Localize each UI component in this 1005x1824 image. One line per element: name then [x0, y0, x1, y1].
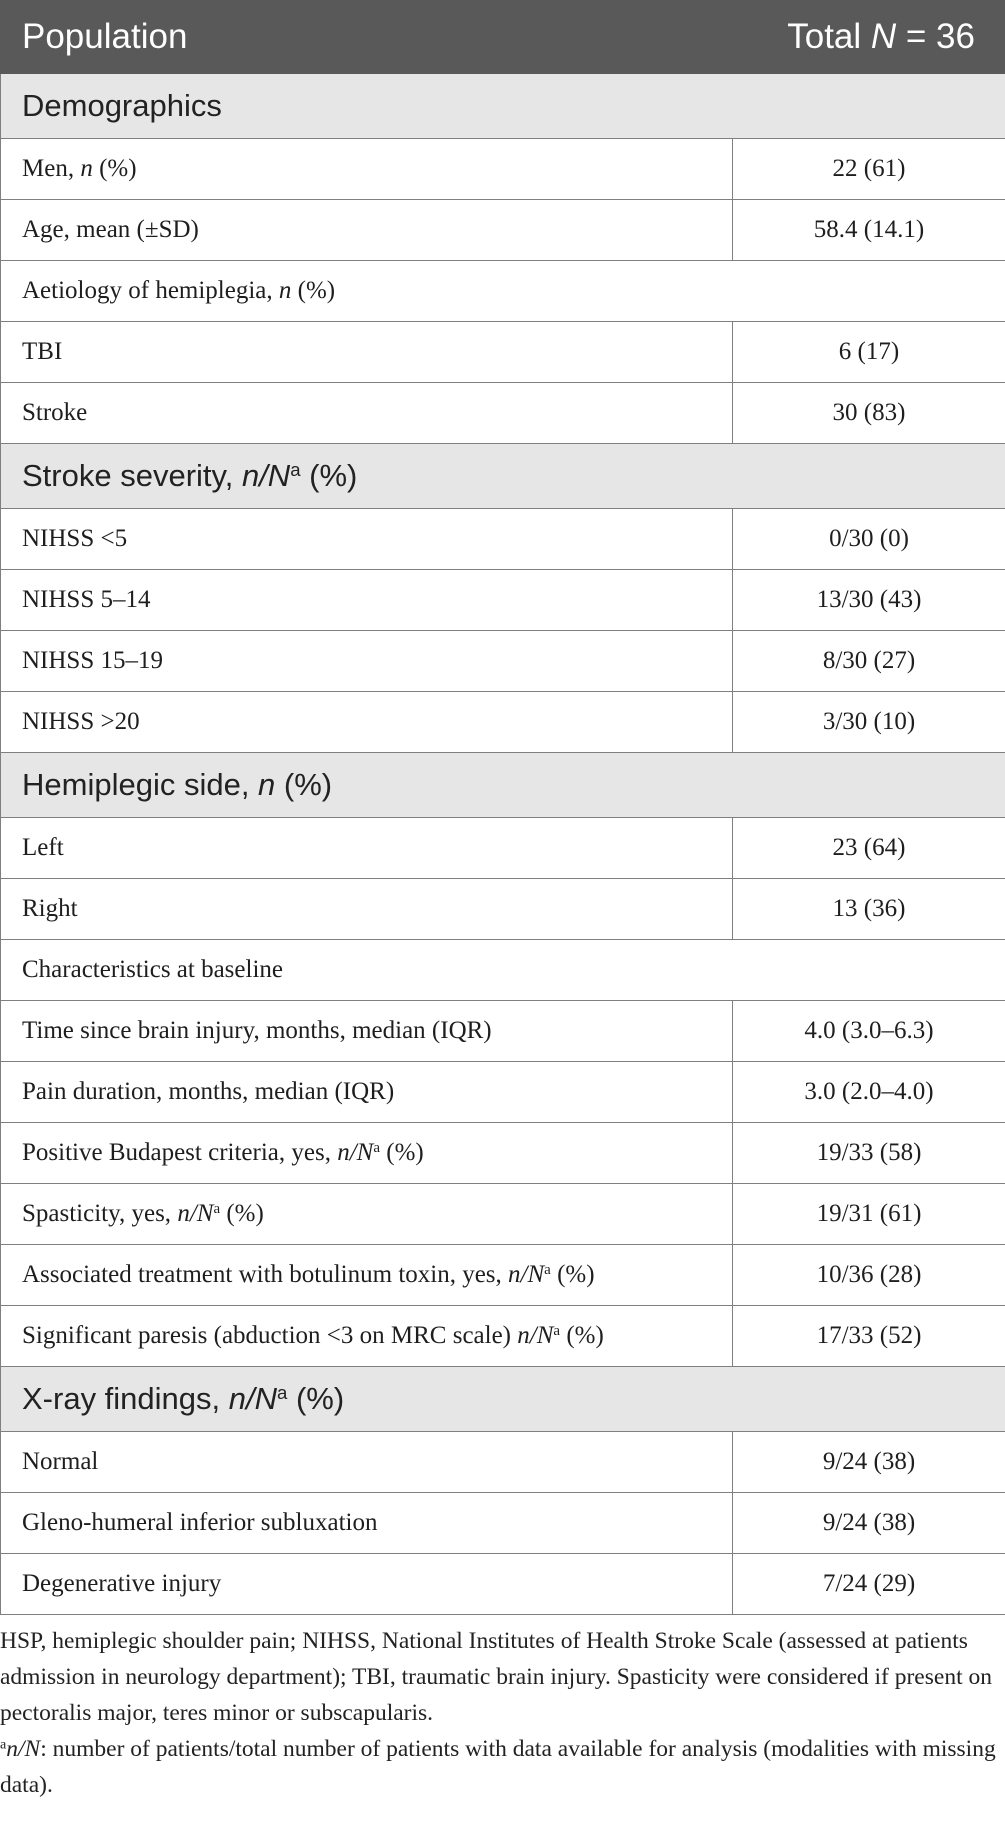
row-value: 7/24 (29): [733, 1554, 1005, 1615]
row-value: [733, 261, 1005, 322]
table-row: [1, 383, 1005, 444]
section-title: Stroke severity, $n/N^a$ (%): [1, 444, 1005, 509]
table-row: [1, 692, 1005, 753]
section-header-row: [1, 444, 1005, 509]
section-title: X-ray findings, $n/N^a$ (%): [1, 1367, 1005, 1432]
row-label: Stroke: [1, 383, 733, 444]
row-value: 19/33 (58): [733, 1123, 1005, 1184]
row-label: TBI: [1, 322, 733, 383]
table-row: [1, 1001, 1005, 1062]
row-label: NIHSS 5–14: [1, 570, 733, 631]
row-value: 19/31 (61): [733, 1184, 1005, 1245]
section-title: Hemiplegic side, n (%): [1, 753, 1005, 818]
table-row: [1, 631, 1005, 692]
row-value: 10/36 (28): [733, 1245, 1005, 1306]
row-value: 17/33 (52): [733, 1306, 1005, 1367]
table-row: [1, 818, 1005, 879]
row-label: NIHSS >20: [1, 692, 733, 753]
row-label: Men, n (%): [1, 139, 733, 200]
table-footnotes: [0, 1615, 1005, 1803]
footnote-abbreviations: HSP, hemiplegic shoulder pain; NIHSS, National Institutes of Health Stroke Scale (assessed at patients admission in neurology department); TBI, traumatic brain injury. Spasticity were considered if present on pectoralis major, teres minor or subscapularis.: [0, 1628, 992, 1726]
row-label: Degenerative injury: [1, 1554, 733, 1615]
row-value: 9/24 (38): [733, 1493, 1005, 1554]
table-row: [1, 1123, 1005, 1184]
table-body: [1, 74, 1005, 1615]
row-value: 9/24 (38): [733, 1432, 1005, 1493]
row-value: [733, 940, 1005, 1001]
row-label: Age, mean (±SD): [1, 200, 733, 261]
row-label: Significant paresis (abduction <3 on MRC scale) $n/N^a$ (%): [1, 1306, 733, 1367]
row-label: Positive Budapest criteria, yes, $n/N^a$ (%): [1, 1123, 733, 1184]
table-row: [1, 1062, 1005, 1123]
table-row: [1, 1184, 1005, 1245]
table-row: [1, 570, 1005, 631]
row-value: 22 (61): [733, 139, 1005, 200]
row-value: 8/30 (27): [733, 631, 1005, 692]
row-label: Pain duration, months, median (IQR): [1, 1062, 733, 1123]
row-value: 6 (17): [733, 322, 1005, 383]
row-label: Gleno-humeral inferior subluxation: [1, 1493, 733, 1554]
table-row: [1, 1554, 1005, 1615]
section-header-row: [1, 74, 1005, 139]
row-value: 4.0 (3.0–6.3): [733, 1001, 1005, 1062]
row-value: 23 (64): [733, 818, 1005, 879]
section-header-row: [1, 1367, 1005, 1432]
row-label: Time since brain injury, months, median (IQR): [1, 1001, 733, 1062]
row-value: 13/30 (43): [733, 570, 1005, 631]
table-row: [1, 509, 1005, 570]
table-row: [1, 1306, 1005, 1367]
row-value: 3/30 (10): [733, 692, 1005, 753]
row-label: Left: [1, 818, 733, 879]
row-value: 58.4 (14.1): [733, 200, 1005, 261]
row-label: Normal: [1, 1432, 733, 1493]
row-label: Associated treatment with botulinum toxin, yes, $n/N^a$ (%): [1, 1245, 733, 1306]
row-label: Aetiology of hemiplegia, n (%): [1, 261, 733, 322]
row-label: Right: [1, 879, 733, 940]
table-subheader-row: [1, 261, 1005, 322]
table-row: [1, 1493, 1005, 1554]
row-value: 13 (36): [733, 879, 1005, 940]
table-row: [1, 879, 1005, 940]
section-header-row: [1, 753, 1005, 818]
table-subheader-row: [1, 940, 1005, 1001]
header-population: Population: [1, 1, 733, 74]
row-value: 3.0 (2.0–4.0): [733, 1062, 1005, 1123]
row-label: NIHSS 15–19: [1, 631, 733, 692]
section-title: Demographics: [1, 74, 1005, 139]
table-row: [1, 322, 1005, 383]
footnote-a: $^a$n/N: number of patients/total number of patients with data available for analysis (modalities with missing data).: [0, 1736, 996, 1798]
row-label: Characteristics at baseline: [1, 940, 733, 1001]
row-value: 0/30 (0): [733, 509, 1005, 570]
table-row: [1, 1432, 1005, 1493]
table-row: [1, 139, 1005, 200]
row-label: Spasticity, yes, $n/N^a$ (%): [1, 1184, 733, 1245]
table-row: [1, 1245, 1005, 1306]
row-label: NIHSS <5: [1, 509, 733, 570]
row-value: 30 (83): [733, 383, 1005, 444]
table-row: [1, 200, 1005, 261]
table-header-row: [1, 1, 1005, 74]
header-total: Total N = 36: [733, 1, 1005, 74]
